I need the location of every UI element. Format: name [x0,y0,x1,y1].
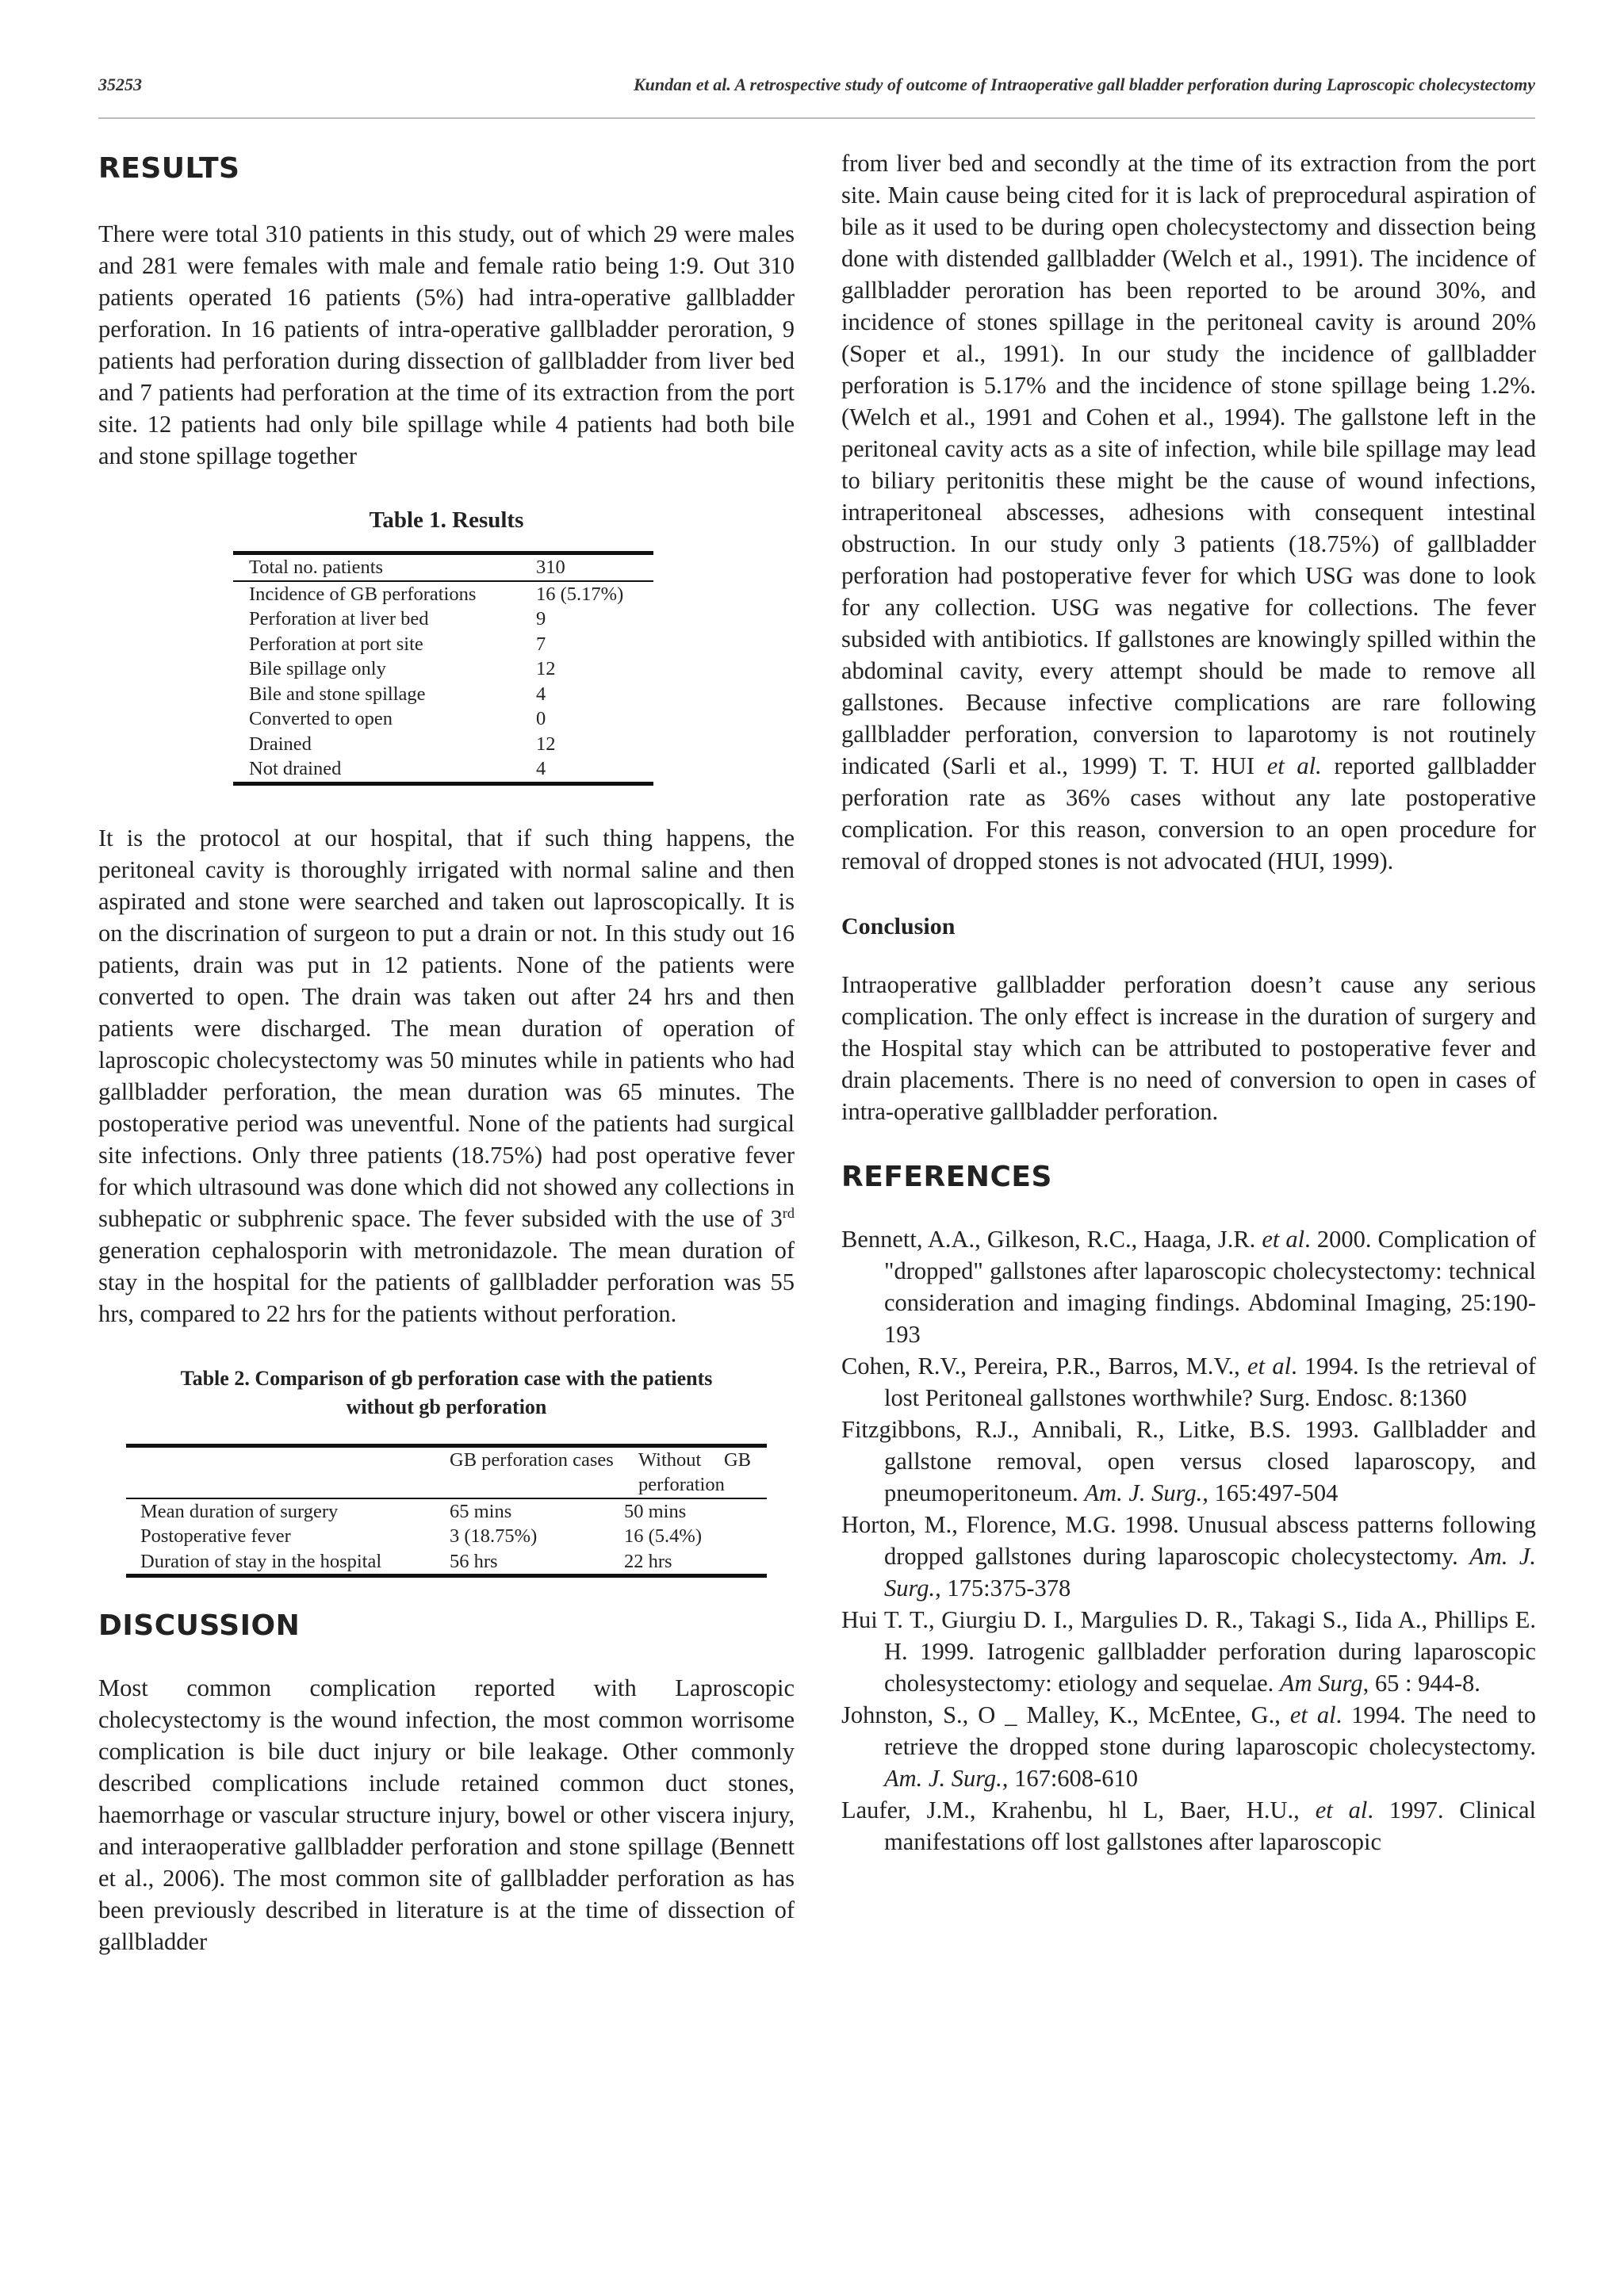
ref-italic: Am. J. Surg., [884,1543,1536,1601]
table2-caption-line2: without gb perforation [346,1395,547,1418]
header-rule [98,117,1535,119]
table1-cell-value: 4 [536,758,546,779]
ref-italic: et al [1247,1353,1292,1380]
table2-caption [98,1364,795,1422]
table2-bottom-rule [126,1574,767,1578]
ref-italic: et al [1289,1701,1336,1728]
ref-italic: Am. J. Surg., [884,1765,1009,1792]
table1-cell-label: Perforation at port site [249,633,423,655]
conclusion-heading: Conclusion [841,913,956,939]
discussion-right-italic: et al. [1266,752,1322,779]
table2-cell-label: Mean duration of surgery [140,1500,339,1522]
ref-italic: et al [1262,1226,1305,1253]
table1-cell-value: 0 [536,708,546,729]
table-row [126,1499,767,1525]
references-heading: REFERENCES [841,1161,1052,1193]
table2-caption-line1: Table 2. Comparison of gb perforation case with the patients [180,1366,713,1390]
table-row [126,1549,767,1575]
results-heading: RESULTS [98,152,240,185]
table1-cell-value: 12 [536,733,556,755]
table1-header-value: 310 [536,557,565,578]
table1-cell-value: 16 (5.17%) [536,583,624,605]
discussion-right-part2: reported gallbladder perforation rate as 36% cases without any late postoperative complication. For this reason, conversion to an open procedure for removal of dropped stones is not advocated (HUI, 1999). [841,752,1536,874]
table1-cell-label: Not drained [249,758,342,779]
ref-text: Hui T. T., Giurgiu D. I., Margulies D. R., Takagi S., Iida A., Phillips E. H. 1999. Iatrogenic gallbladder perforation during laparoscopic cholesystectomy: etiology and sequelae. [841,1606,1536,1697]
table1-caption: Table 1. Results [369,507,524,533]
discussion-paragraph-left: Most common complication reported with Laproscopic cholecystectomy is the wound infection, the most common worrisome complication is bile duct injury or bile leakage. Other commonly described complications include retained common duct stones, haemorrhage or vascular structure injury, bowel or other viscera injury, and interaoperative gallbladder perforation and stone spillage (Bennett et al., 2006). The most common site of gallbladder perforation as has been previously described in literature is at the time of dissection of gallbladder [98,1674,795,1955]
page-number: 35253 [98,75,142,94]
ref-text: . 1997. Clinical manifestations off lost gallstones after laparoscopic [884,1797,1536,1855]
table-row [233,632,653,657]
table1-cell-value: 4 [536,683,546,705]
table1-cell-label: Perforation at liver bed [249,608,429,629]
table1-cell-label: Converted to open [249,708,393,729]
running-title: Kundan et al. A retrospective study of outcome of Intraoperative gall bladder perforation during Laproscopic cholecystectomy [633,75,1535,94]
ref-text: , 65 : 944-8. [1362,1670,1480,1697]
ref-text: Fitzgibbons, R.J., Annibali, R., Litke, B.S. 1993. Gallbladder and gallstone removal, open versus closed laparoscopy, and pneumoperitoneum. [841,1416,1536,1506]
table-row [233,607,653,632]
table-row [126,1524,767,1549]
discussion-right-part1: from liver bed and secondly at the time of its extraction from the port site. Main cause being cited for it is lack of preprocedural aspiration of bile as it used to be during open cholecystectomy and dissection being done with distended gallbladder (Welch et al., 1991). The incidence of gallbladder peroration has been reported to be around 30%, and incidence of stones spillage in the peritoneal cavity is around 20% (Soper et al., 1991). In our study the incidence of gallbladder perforation is 5.17% and the incidence of stone spillage being 1.2%. (Welch et al., 1991 and Cohen et al., 1994). The gallstone left in the peritoneal cavity acts as a site of infection, while bile spillage may lead to biliary peritonitis these might be the cause of wound infections, intraperitoneal abscesses, adhesions with consequent intestinal obstruction. In our study only 3 patients (18.75%) of gallbladder perforation had postoperative fever for which USG was done to look for any collection. USG was negative for collections. The fever subsided with antibiotics. If gallstones are knowingly spilled within the abdominal cavity, every attempt should be made to remove all gallstones. Because infective complications are rare following gallbladder perforation, conversion to laparotomy is not routinely indicated (Sarli et al., 1999) T. T. HUI [841,150,1536,779]
protocol-text-part2: generation cephalosporin with metronidazole. The mean duration of stay in the hospital for the patients of gallbladder perforation was 55 hrs, compared to 22 hrs for the patients without perforation. [98,1236,795,1327]
protocol-superscript: rd [782,1204,795,1221]
table1-cell-label: Drained [249,733,312,755]
ref-italic: Am Surg [1279,1670,1363,1697]
ref-italic: et al [1315,1797,1368,1823]
reference-item [841,1604,1536,1699]
reference-item [841,1699,1536,1794]
table1-cell-value: 9 [536,608,546,629]
table2-header-row [126,1448,767,1498]
reference-item [841,1794,1536,1858]
table1-bottom-rule [233,782,653,786]
protocol-text-part1: It is the protocol at our hospital, that if such thing happens, the peritoneal cavity is thoroughly irrigated with normal saline and then aspirated and stone were searched and taken out laproscopically. It is on the discrination of surgeon to put a drain or not. In this study out 16 patients, drain was put in 12 patients. None of the patients were converted to open. The drain was taken out after 24 hrs and then patients were discharged. The mean duration of operation of laproscopic cholecystectomy was 50 minutes while in patients who had gallbladder perforation, the mean duration was 65 minutes. The postoperative period was uneventful. None of the patients had surgical site infections. Only three patients (18.75%) had post operative fever for which ultrasound was done which did not showed any collections in subhepatic or subphrenic space. The fever subsided with the use of 3 [98,824,795,1232]
table1-cell-label: Bile spillage only [249,658,386,679]
table2-header-without: Without GB perforation [638,1448,751,1495]
conclusion-paragraph: Intraoperative gallbladder perforation doesn’t cause any serious complication. The only effect is increase in the duration of surgery and the Hospital stay which can be attributed to postoperative fever and drain placements. There is no need of conversion to open in cases of intra-operative gallbladder perforation. [841,971,1536,1125]
reference-item [841,1223,1536,1350]
ref-italic: Am. J. Surg., [1084,1479,1208,1506]
running-header [98,68,1535,100]
ref-text: Johnston, S., O _ Malley, K., McEntee, G., [841,1701,1290,1728]
table1 [233,551,653,786]
ref-text: 167:608-610 [1008,1765,1138,1792]
ref-text: . 1994. Is the retrieval of lost Peritoneal gallstones worthwhile? Surg. Endosc. 8:1360 [884,1353,1536,1411]
reference-item [841,1350,1536,1414]
table2-header-empty [140,1448,450,1498]
table2-header-gb: GB perforation cases [450,1448,614,1471]
reference-item [841,1414,1536,1509]
table2-cell-label: Duration of stay in the hospital [140,1550,382,1572]
table-row [233,582,653,607]
table2-cell-label: Postoperative fever [140,1525,291,1547]
ref-text: Bennett, A.A., Gilkeson, R.C., Haaga, J.R. [841,1226,1262,1253]
discussion-paragraph-right [841,147,1536,877]
ref-text: 165:497-504 [1208,1479,1339,1506]
table1-header-row [233,555,653,580]
table2-cell-without: 22 hrs [624,1550,672,1572]
ref-text: Laufer, J.M., Krahenbu, hl L, Baer, H.U., [841,1797,1316,1823]
ref-text: . 2000. Complication of "dropped" gallstones after laparoscopic cholecystectomy: technical consideration and imaging findings. Abdominal Imaging, 25:190-193 [884,1226,1536,1348]
ref-text: Cohen, R.V., Pereira, P.R., Barros, M.V., [841,1353,1248,1380]
reference-item [841,1509,1536,1604]
left-column [98,135,795,1957]
table-row [233,682,653,707]
table1-cell-value: 12 [536,658,556,679]
ref-text: Horton, M., Florence, M.G. 1998. Unusual abscess patterns following dropped gallstones during laparoscopic cholecystectomy. [841,1511,1536,1570]
table1-header-label: Total no. patients [249,557,384,578]
table2-cell-without: 16 (5.4%) [624,1525,702,1547]
protocol-paragraph [98,822,795,1330]
references-list [841,1223,1536,1858]
ref-text: . 1994. The need to retrieve the dropped stone during laparoscopic cholecystectomy. [884,1701,1536,1760]
table2-cell-gb: 65 mins [450,1500,512,1522]
table2-cell-gb: 3 (18.75%) [450,1525,538,1547]
results-paragraph: There were total 310 patients in this study, out of which 29 were males and 281 were females with male and female ratio being 1:9. Out 310 patients operated 16 patients (5%) had intra-operative gallbladder perforation. In 16 patients of intra-operative gallbladder peroration, 9 patients had perforation during dissection of gallbladder from liver bed and 7 patients had perforation at the time of its extraction from the port site. 12 patients had only bile spillage while 4 patients had both bile and stone spillage together [98,220,795,469]
table1-cell-label: Incidence of GB perforations [249,583,477,605]
discussion-heading: DISCUSSION [98,1609,301,1642]
table-row [233,706,653,732]
table2-cell-gb: 56 hrs [450,1550,498,1572]
right-column [841,135,1536,1858]
table1-cell-label: Bile and stone spillage [249,683,426,705]
table2 [126,1444,767,1578]
table2-cell-without: 50 mins [624,1500,687,1522]
table1-cell-value: 7 [536,633,546,655]
table-row [233,756,653,782]
ref-text: 175:375-378 [940,1575,1071,1601]
table-row [233,732,653,757]
table-row [233,656,653,682]
